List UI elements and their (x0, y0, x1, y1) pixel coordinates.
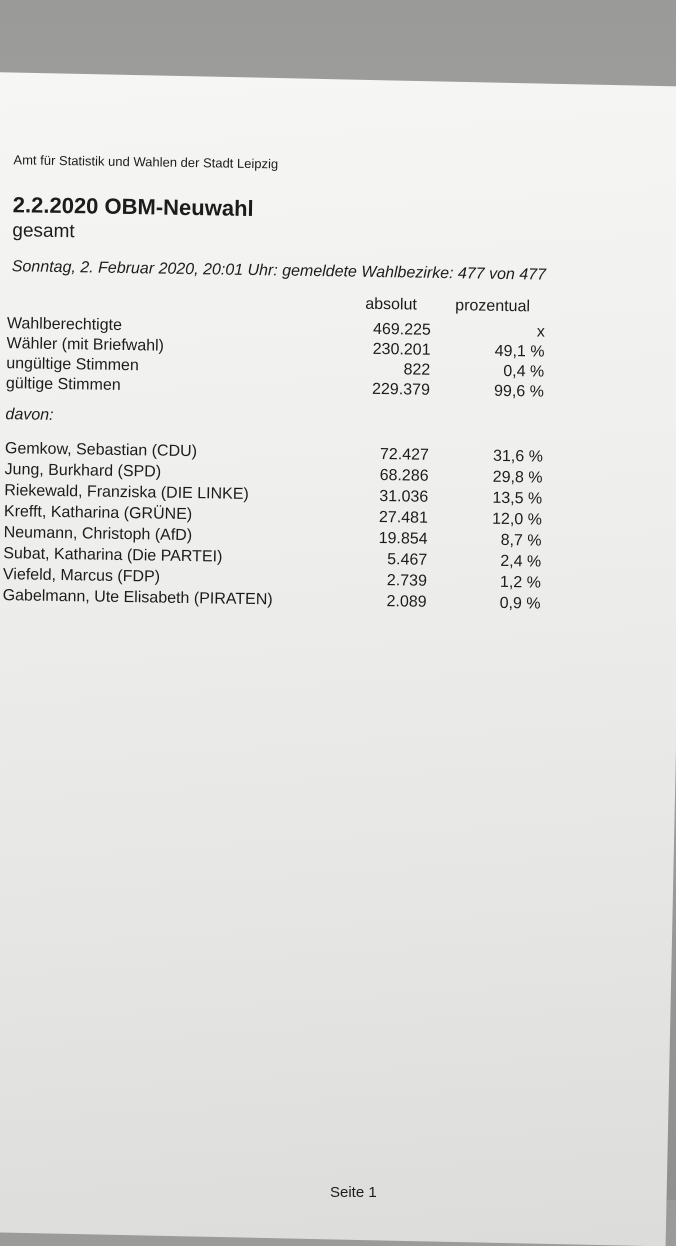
candidate-percent: 2,4 % (500, 552, 542, 571)
davon-label: davon: (5, 406, 54, 424)
page-number: Seite 1 (330, 1184, 377, 1201)
report-status: Sonntag, 2. Februar 2020, 20:01 Uhr: gemeldete Wahlbezirke: 477 von 477 (11, 258, 547, 284)
row-percent: 99,6 % (493, 382, 545, 401)
row-absolute: 822 (403, 361, 431, 379)
row-label: Wahlberechtigte (6, 315, 123, 334)
candidate-absolute: 5.467 (387, 551, 428, 569)
candidate-percent: 31,6 % (492, 447, 544, 466)
candidate-absolute: 27.481 (378, 509, 429, 527)
candidate-absolute: 2.089 (386, 593, 427, 611)
row-label: gültige Stimmen (5, 375, 121, 394)
page-subtitle: gesamt (12, 220, 75, 243)
candidate-absolute: 31.036 (379, 488, 429, 506)
row-label: ungültige Stimmen (6, 355, 139, 375)
candidate-name: Neumann, Christoph (AfD) (3, 524, 193, 545)
candidate-absolute: 72.427 (379, 446, 430, 464)
organization-name: Amt für Statistik und Wahlen der Stadt Leipzig (13, 152, 279, 172)
candidate-percent: 12,0 % (491, 510, 543, 529)
row-absolute: 229.379 (371, 380, 431, 399)
candidate-absolute: 19.854 (378, 530, 428, 548)
candidate-name: Subat, Katharina (Die PARTEI) (3, 545, 223, 566)
candidate-percent: 0,9 % (499, 594, 541, 613)
candidate-percent: 1,2 % (499, 573, 542, 592)
row-percent: 49,1 % (494, 342, 545, 361)
candidate-name: Viefeld, Marcus (FDP) (2, 566, 161, 586)
row-percent: 0,4 % (503, 362, 545, 381)
row-label: Wähler (mit Briefwahl) (6, 335, 165, 355)
candidate-percent: 13,5 % (492, 489, 543, 508)
column-header-percent: prozentual (455, 297, 531, 316)
row-percent: x (536, 323, 545, 341)
candidate-absolute: 68.286 (379, 467, 429, 485)
candidate-name: Krefft, Katharina (GRÜNE) (3, 503, 193, 524)
candidate-absolute: 2.739 (386, 572, 428, 590)
candidate-name: Gabelmann, Ute Elisabeth (PIRATEN) (2, 587, 273, 609)
row-absolute: 230.201 (372, 340, 431, 359)
candidate-name: Jung, Burkhard (SPD) (4, 461, 162, 481)
page-title: 2.2.2020 OBM-Neuwahl (12, 192, 254, 222)
row-absolute: 469.225 (372, 320, 431, 339)
candidate-name: Riekewald, Franziska (DIE LINKE) (4, 482, 249, 503)
candidate-name: Gemkow, Sebastian (CDU) (4, 440, 198, 461)
column-header-absolute: absolut (365, 295, 417, 314)
candidate-percent: 29,8 % (492, 468, 543, 487)
candidate-percent: 8,7 % (500, 531, 542, 550)
